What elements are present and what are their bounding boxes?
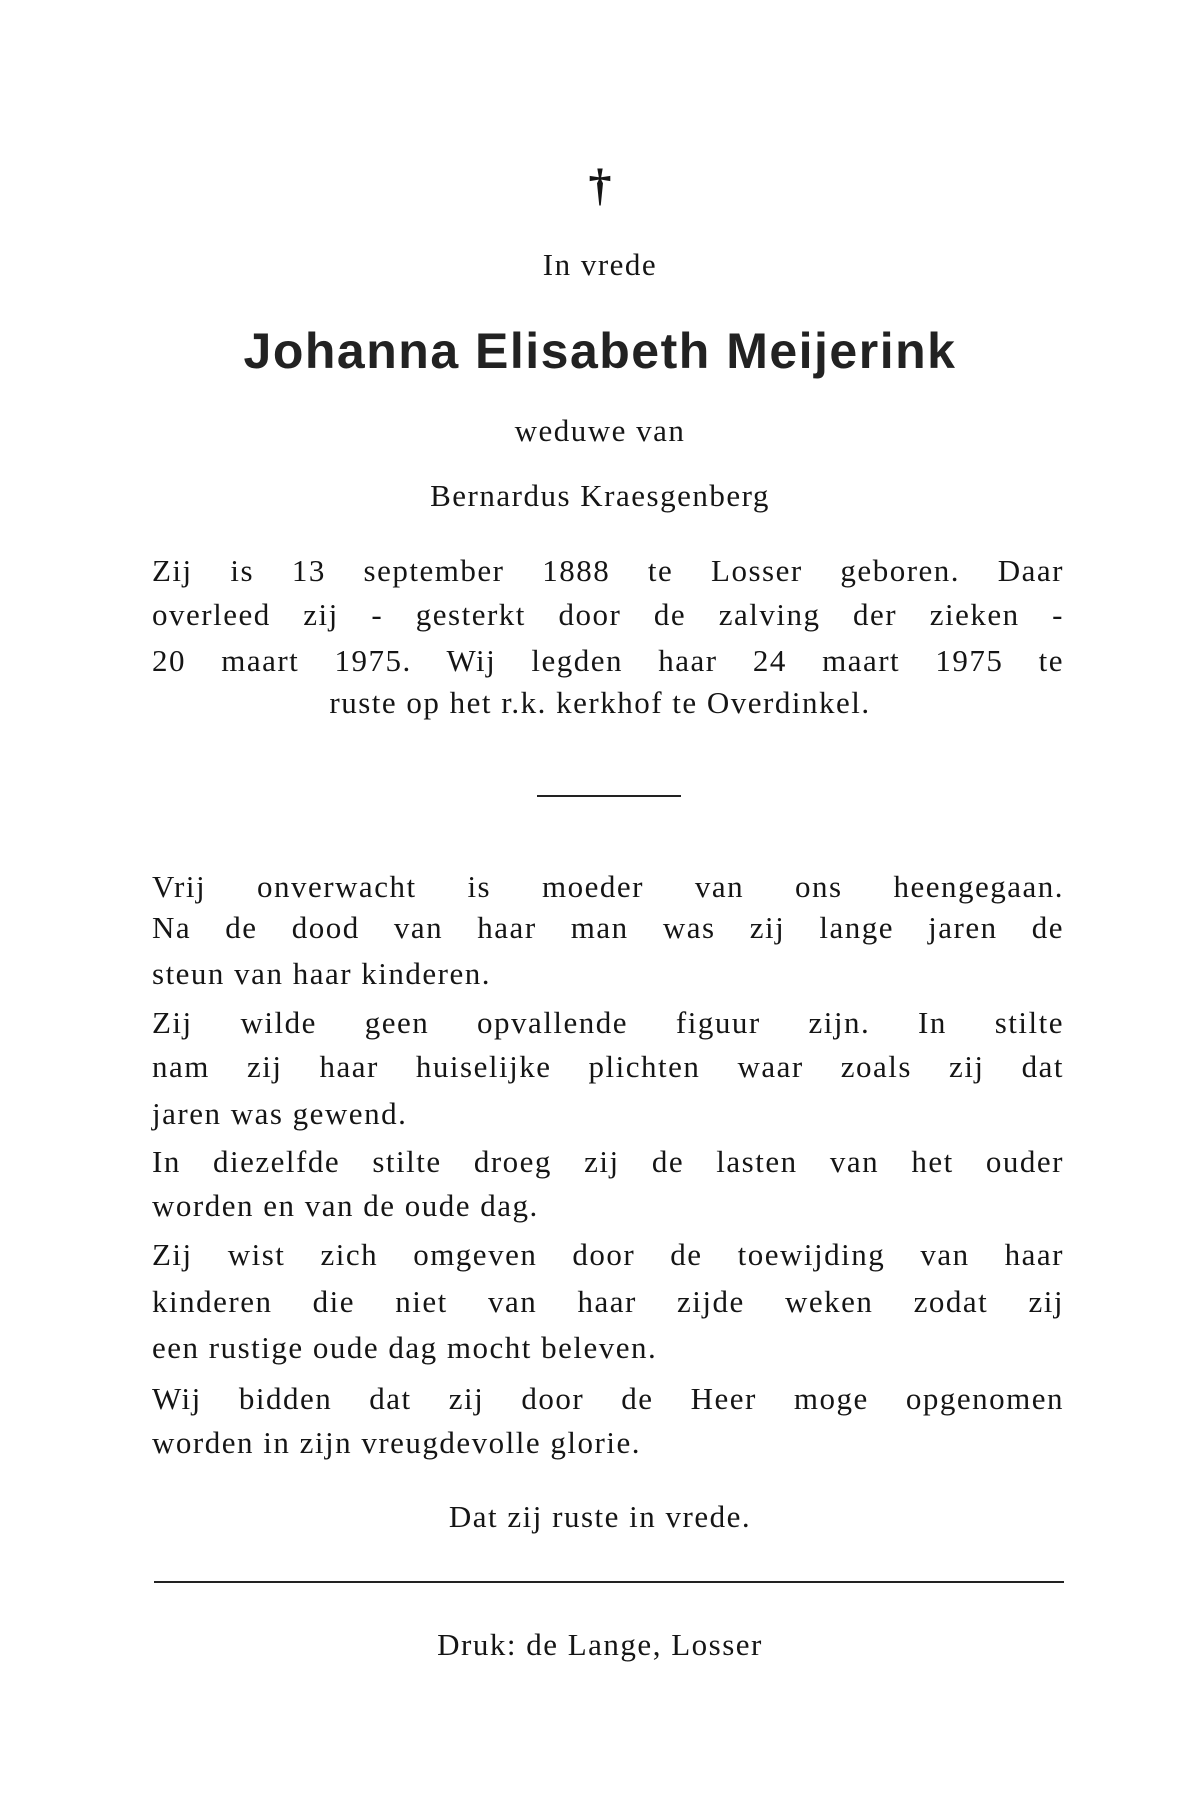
printer-credit: Druk: de Lange, Losser xyxy=(437,1627,763,1662)
body-line: Wij bidden dat zij door de Heer moge opgenomen xyxy=(152,1381,1064,1416)
divider-short xyxy=(537,795,681,797)
body-line: jaren was gewend. xyxy=(152,1096,408,1131)
body-line: Vrij onverwacht is moeder van ons heengegaan. xyxy=(152,869,1064,904)
body-line: Na de dood van haar man was zij lange jaren de xyxy=(152,910,1064,945)
body-line: een rustige oude dag mocht beleven. xyxy=(152,1330,658,1365)
body-line: worden en van de oude dag. xyxy=(152,1188,539,1223)
deceased-name: Johanna Elisabeth Meijerink xyxy=(243,323,957,379)
cross-icon: † xyxy=(588,159,612,210)
bio-line: overleed zij - gesterkt door de zalving der zieken - xyxy=(152,597,1064,632)
body-line: steun van haar kinderen. xyxy=(152,956,491,991)
body-line: nam zij haar huiselijke plichten waar zoals zij dat xyxy=(152,1049,1064,1084)
divider-long xyxy=(154,1581,1064,1583)
widow-of: weduwe van xyxy=(514,413,686,448)
body-line: Zij wilde geen opvallende figuur zijn. In stilte xyxy=(152,1005,1064,1040)
body-line: Zij wist zich omgeven door de toewijding van haar xyxy=(152,1237,1064,1272)
body-line: kinderen die niet van haar zijde weken zodat zij xyxy=(152,1284,1064,1319)
bio-line: Zij is 13 september 1888 te Losser geboren. Daar xyxy=(152,553,1064,588)
closing-line: Dat zij ruste in vrede. xyxy=(448,1499,752,1534)
bio-line: 20 maart 1975. Wij legden haar 24 maart 1975 te xyxy=(152,643,1064,678)
heading: In vrede xyxy=(542,247,658,282)
body-line: worden in zijn vreugdevolle glorie. xyxy=(152,1425,641,1460)
bio-line: ruste op het r.k. kerkhof te Overdinkel. xyxy=(329,685,871,720)
body-line: In diezelfde stilte droeg zij de lasten van het ouder xyxy=(152,1144,1064,1179)
husband-name: Bernardus Kraesgenberg xyxy=(430,478,770,513)
